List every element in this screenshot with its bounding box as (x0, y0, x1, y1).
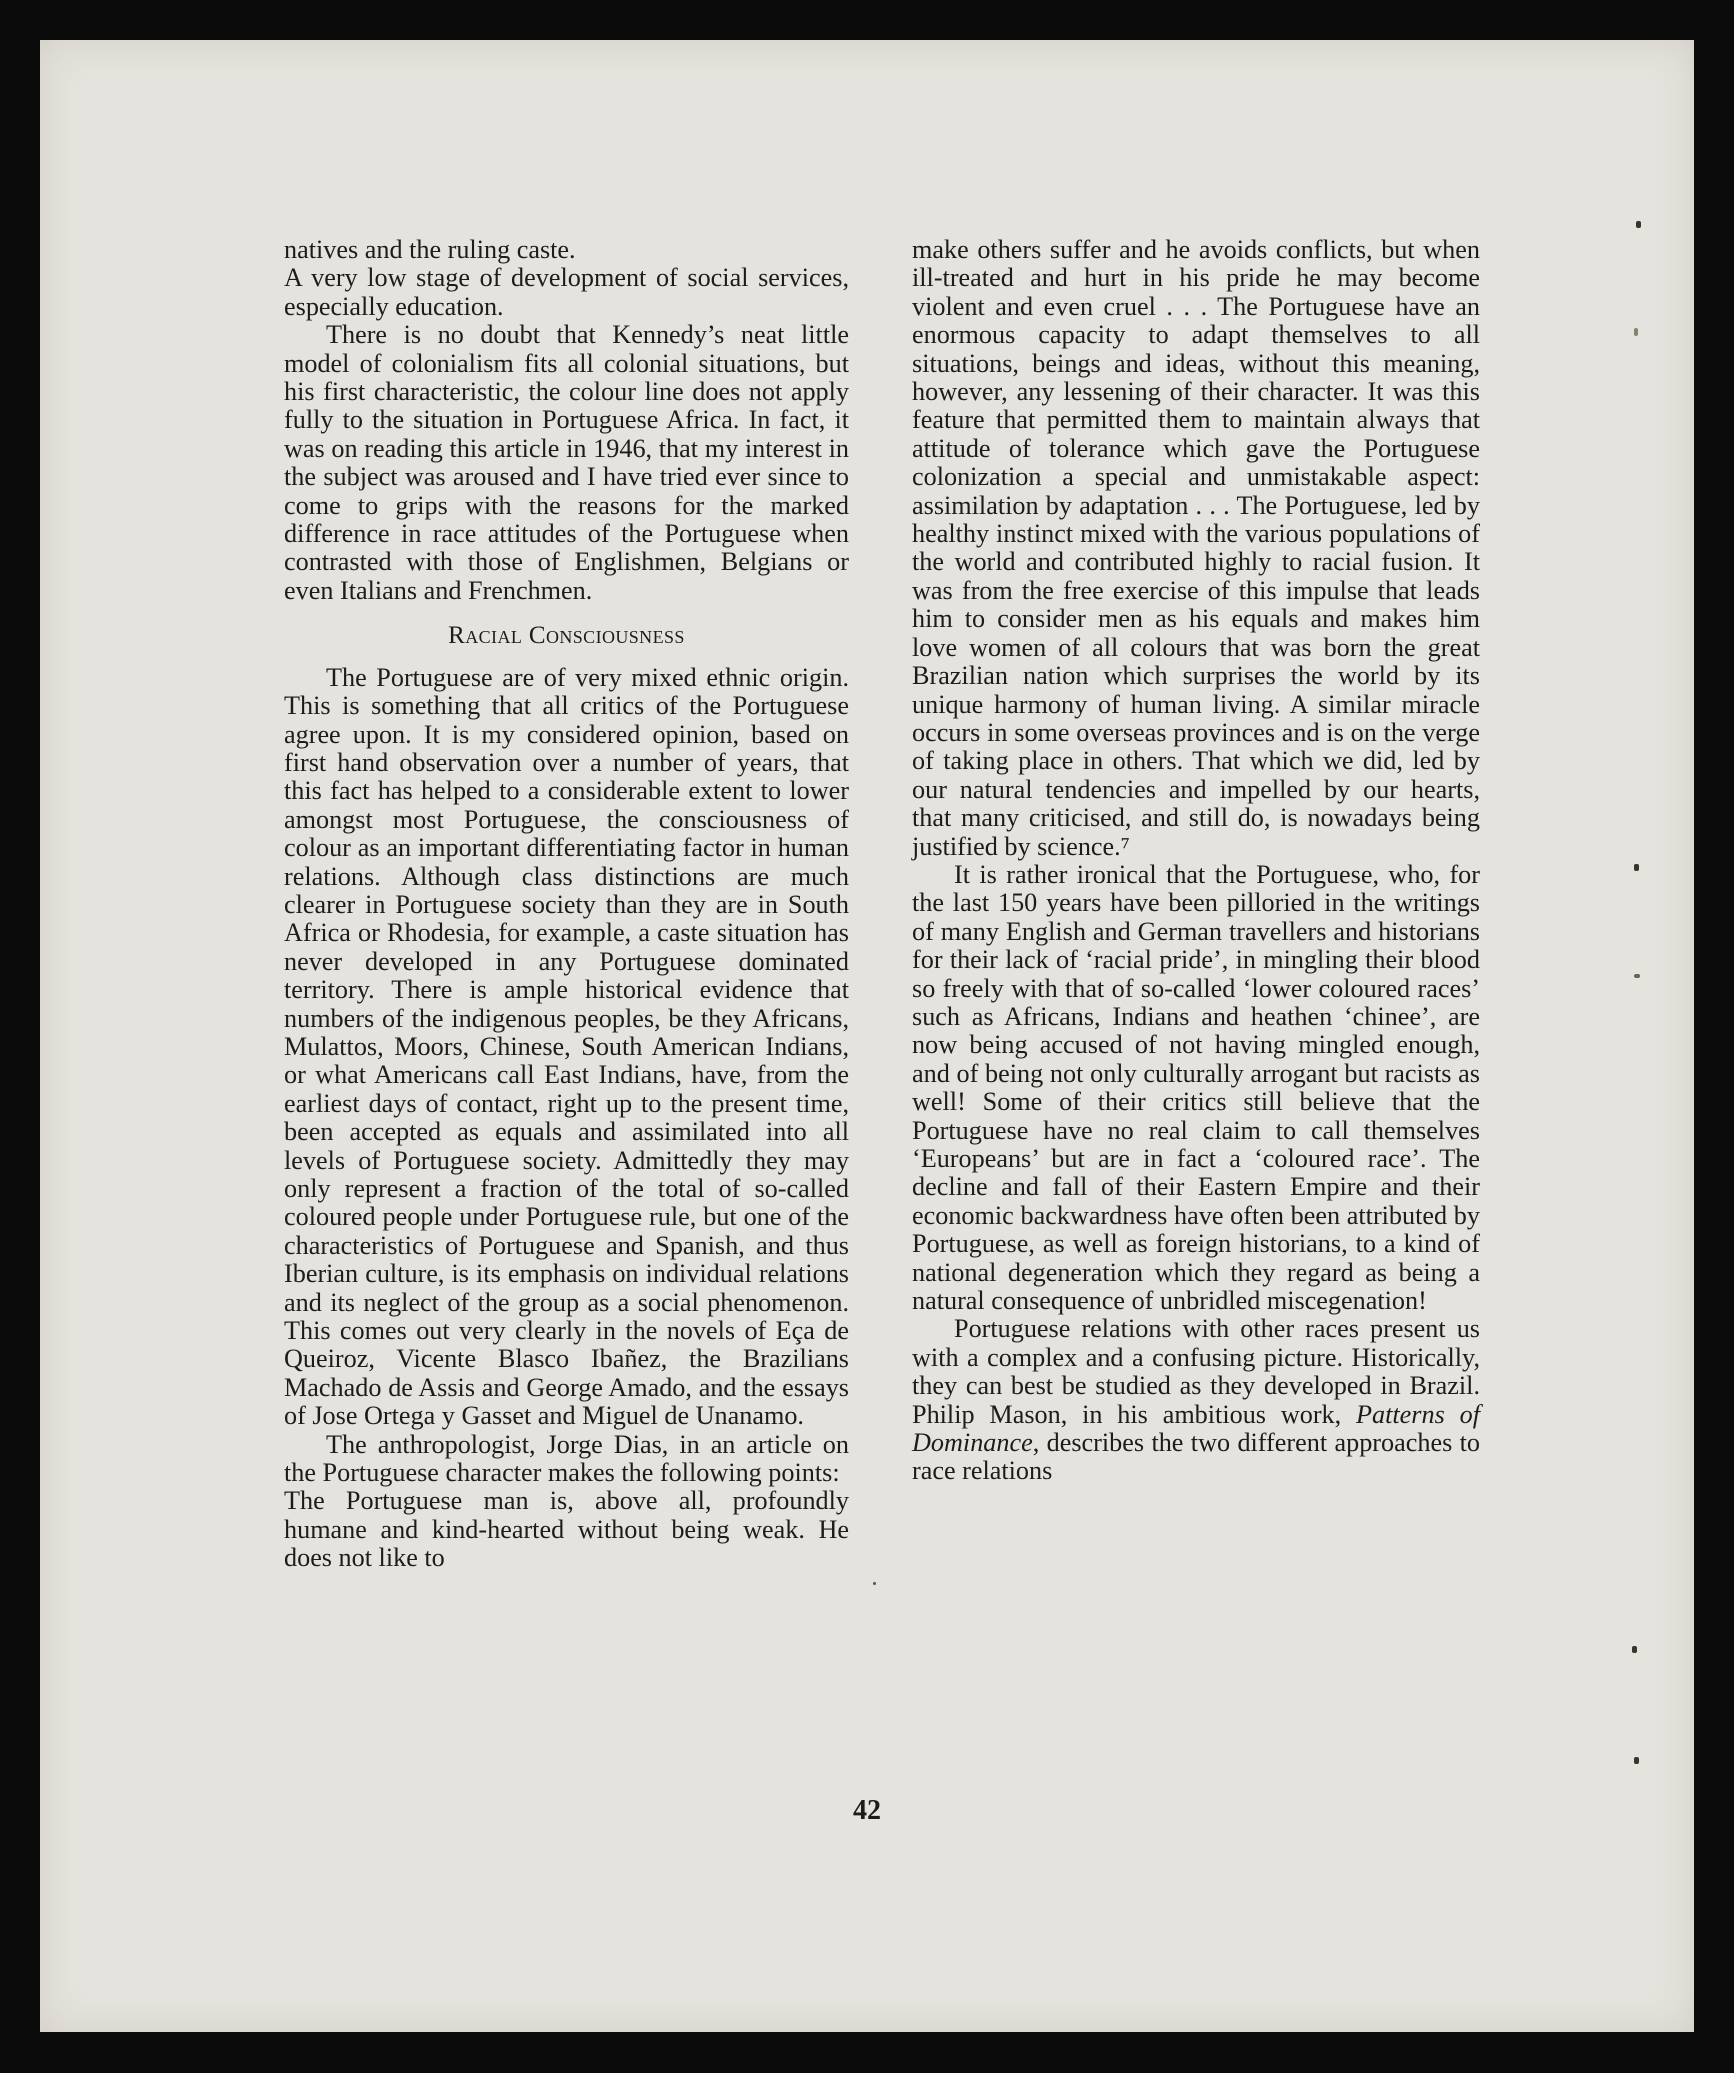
margin-speck (873, 1582, 876, 1585)
left-column (284, 236, 849, 1573)
list-item: A very low stage of development of social services, especially education. (284, 263, 849, 321)
paragraph: The Portuguese are of very mixed ethnic origin. This is something that all critics of the Portuguese agree upon. It is my considered opinion, based on first hand observation over a number of years, that this fact has helped to a considerable extent to lower amongst most Portuguese, the consciousness of colour as an important differentiating factor in human relations. Although class distinctions are much clearer in Portuguese society than they are in South Africa or Rhodesia, for example, a caste situation has never developed in any Portuguese dominated territory. There is ample historical evidence that numbers of the indigenous peoples, be they Africans, Mulattos, Moors, Chinese, South American Indians, or what Americans call East Indians, have, from the earliest days of contact, right up to the present time, been accepted as equals and assimilated into all levels of Portuguese society. Admittedly they may only represent a fraction of the total of so-called coloured people under Portuguese rule, but one of the characteristics of Portuguese and Spanish, and thus Iberian culture, is its emphasis on individual relations and its neglect of the group as a social phenomenon. This comes out very clearly in the novels of Eça de Queiroz, Vicente Blasco Ibañez, the Brazilians Machado de Assis and George Amado, and the essays of Jose Ortega y Gasset and Miguel de Unanamo. (284, 662, 849, 1431)
paragraph: The anthropologist, Jorge Dias, in an article on the Portuguese character makes the following points: (284, 1429, 849, 1488)
paragraph: There is no doubt that Kennedy’s neat little model of colonialism fits all colonial situations, but his first characteristic, the colour line does not apply fully to the situation in Portuguese Africa. In fact, it was on reading this article in 1946, that my interest in the subject was aroused and I have tried ever since to come to grips with the reasons for the marked difference in race attitudes of the Portuguese when contrasted with those of Englishmen, Belgians or even Italians and Frenchmen. (284, 320, 849, 605)
margin-speck (1634, 974, 1640, 978)
margin-speck (1636, 221, 1641, 228)
section-heading: Racial Consciousness (448, 622, 685, 650)
margin-speck (1634, 864, 1639, 871)
paragraph-text: , describes the two different approaches to race relations (912, 1428, 1480, 1486)
margin-speck (1634, 328, 1638, 336)
paragraph-text: Portuguese relations with other races present us with a complex and a confusing picture. Historically, they can best be studied as they developed in Brazil. Philip Mason, in his ambitious work, (912, 1314, 1480, 1429)
book-title: Patterns of Dominance (912, 1399, 1480, 1458)
block-quote: The Portuguese man is, above all, profoundly humane and kind-hearted without being weak. He does not like to (284, 1486, 849, 1573)
paragraph: It is rather ironical that the Portuguese, who, for the last 150 years have been pilloried in the writings of many English and German travellers and historians for their lack of ‘racial pride’, in mingling their blood so freely with that of so-called ‘lower coloured races’ such as Africans, Indians and heathen ‘chinee’, are now being accused of not having mingled enough, and of being not only culturally arrogant but racists as well! Some of their critics still believe that the Portuguese have no real claim to call themselves ‘Europeans’ but are in fact a ‘coloured race’. The decline and fall of their Eastern Empire and their economic backwardness have often been attributed by Portuguese, as well as foreign historians, to a kind of national degeneration which they regard as being a natural consequence of unbridled miscegenation! (912, 859, 1480, 1316)
paragraph (912, 1315, 1480, 1485)
block-quote: make others suffer and he avoids conflicts, but when ill-treated and hurt in his pride he may become violent and even cruel . . . The Portuguese have an enormous capacity to adapt themselves to all situations, beings and ideas, without this meaning, however, any lessening of their character. It was this feature that permitted them to maintain always that attitude of tolerance which gave the Portuguese colonization a special and unmistakable aspect: assimilation by adaptation . . . The Portuguese, led by healthy instinct mixed with the various populations of the world and contributed highly to racial fusion. It was from the free exercise of this impulse that leads him to consider men as his equals and makes him love women of all colours that was born the great Brazilian nation which surprises the world by its unique harmony of human living. A similar miracle occurs in some overseas provinces and is on the verge of taking place in others. That which we did, led by our natural tendencies and impelled by our hearts, that many criticised, and still do, is nowadays being justified by science.⁷ (912, 235, 1480, 861)
list-item: natives and the ruling caste. (284, 235, 576, 264)
page-number: 42 (853, 1795, 881, 1826)
right-column (912, 236, 1480, 1486)
margin-speck (1632, 1646, 1637, 1653)
margin-speck (1634, 1757, 1639, 1764)
